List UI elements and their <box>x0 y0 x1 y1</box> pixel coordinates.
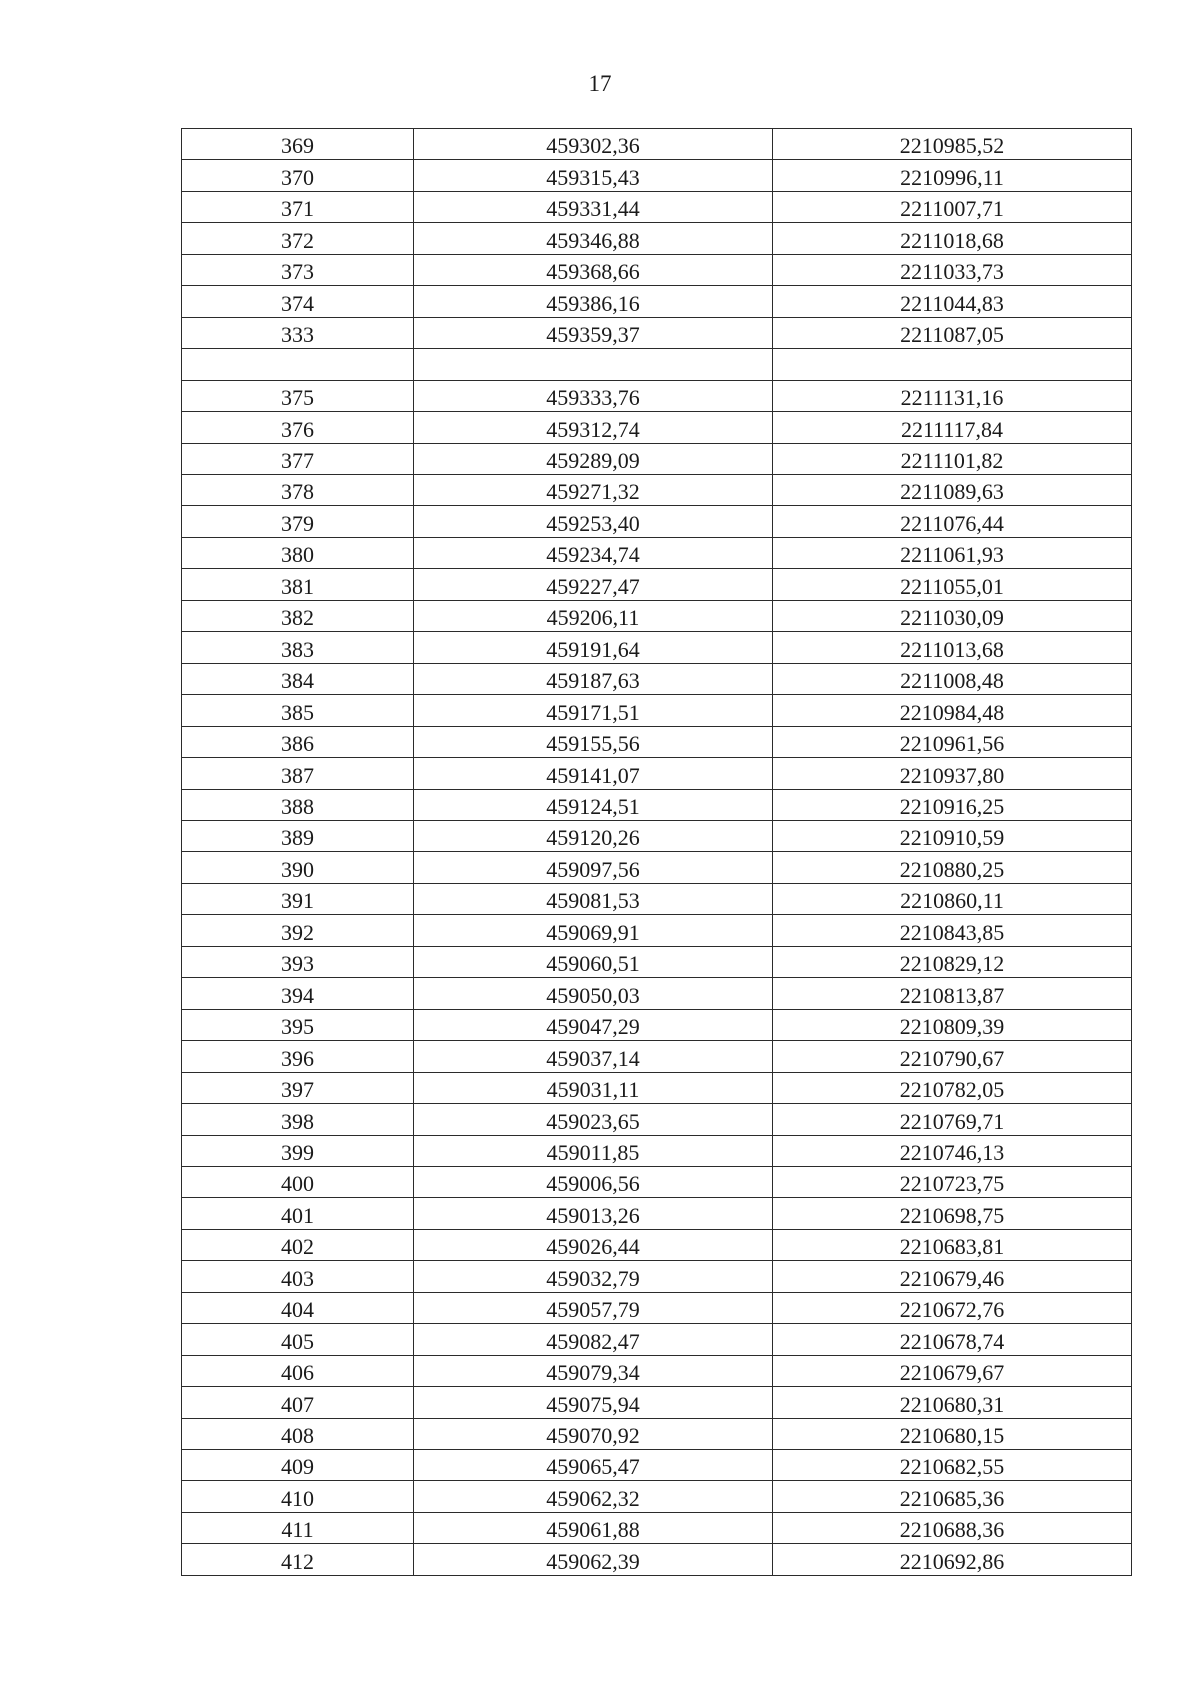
table-row <box>182 537 1132 568</box>
x-coordinate-cell: 459062,32 <box>414 1481 773 1512</box>
point-number-cell: 394 <box>182 978 414 1009</box>
table-row <box>182 1387 1132 1418</box>
point-number-cell: 403 <box>182 1261 414 1292</box>
y-coordinate-cell: 2211117,84 <box>773 412 1132 443</box>
point-number-cell: 399 <box>182 1135 414 1166</box>
y-coordinate-cell: 2211044,83 <box>773 286 1132 317</box>
point-number-cell: 408 <box>182 1418 414 1449</box>
table-row <box>182 223 1132 254</box>
y-coordinate-cell: 2210769,71 <box>773 1104 1132 1135</box>
x-coordinate-cell: 459187,63 <box>414 663 773 694</box>
y-coordinate-cell: 2210961,56 <box>773 726 1132 757</box>
y-coordinate-cell: 2211018,68 <box>773 223 1132 254</box>
table-row <box>182 1544 1132 1575</box>
table-row <box>182 600 1132 631</box>
table-row <box>182 946 1132 977</box>
point-number-cell: 390 <box>182 852 414 883</box>
point-number-cell: 377 <box>182 443 414 474</box>
x-coordinate-cell: 459206,11 <box>414 600 773 631</box>
y-coordinate-cell <box>773 349 1132 380</box>
x-coordinate-cell: 459234,74 <box>414 537 773 568</box>
y-coordinate-cell: 2210790,67 <box>773 1041 1132 1072</box>
y-coordinate-cell: 2211007,71 <box>773 191 1132 222</box>
point-number-cell: 400 <box>182 1166 414 1197</box>
x-coordinate-cell: 459037,14 <box>414 1041 773 1072</box>
point-number-cell: 401 <box>182 1198 414 1229</box>
page-number: 17 <box>588 71 612 96</box>
table-row <box>182 1009 1132 1040</box>
y-coordinate-cell: 2210680,15 <box>773 1418 1132 1449</box>
y-coordinate-cell: 2210843,85 <box>773 915 1132 946</box>
x-coordinate-cell: 459032,79 <box>414 1261 773 1292</box>
x-coordinate-cell: 459312,74 <box>414 412 773 443</box>
point-number-cell: 396 <box>182 1041 414 1072</box>
y-coordinate-cell: 2211076,44 <box>773 506 1132 537</box>
point-number-cell: 379 <box>182 506 414 537</box>
x-coordinate-cell: 459031,11 <box>414 1072 773 1103</box>
table-row <box>182 1292 1132 1323</box>
coordinates-table-body <box>182 129 1132 1576</box>
y-coordinate-cell: 2210984,48 <box>773 695 1132 726</box>
y-coordinate-cell: 2211030,09 <box>773 600 1132 631</box>
y-coordinate-cell: 2210682,55 <box>773 1450 1132 1481</box>
table-row <box>182 726 1132 757</box>
y-coordinate-cell: 2210985,52 <box>773 129 1132 160</box>
x-coordinate-cell: 459013,26 <box>414 1198 773 1229</box>
table-row <box>182 569 1132 600</box>
y-coordinate-cell: 2211061,93 <box>773 537 1132 568</box>
x-coordinate-cell: 459155,56 <box>414 726 773 757</box>
table-row <box>182 286 1132 317</box>
x-coordinate-cell: 459057,79 <box>414 1292 773 1323</box>
x-coordinate-cell: 459050,03 <box>414 978 773 1009</box>
x-coordinate-cell: 459359,37 <box>414 317 773 348</box>
point-number-cell: 378 <box>182 474 414 505</box>
point-number-cell: 371 <box>182 191 414 222</box>
point-number-cell: 384 <box>182 663 414 694</box>
table-row <box>182 349 1132 380</box>
table-row <box>182 663 1132 694</box>
x-coordinate-cell: 459079,34 <box>414 1355 773 1386</box>
x-coordinate-cell: 459386,16 <box>414 286 773 317</box>
y-coordinate-cell: 2210685,36 <box>773 1481 1132 1512</box>
table-row <box>182 978 1132 1009</box>
point-number-cell: 374 <box>182 286 414 317</box>
x-coordinate-cell: 459075,94 <box>414 1387 773 1418</box>
x-coordinate-cell: 459006,56 <box>414 1166 773 1197</box>
table-row <box>182 1450 1132 1481</box>
y-coordinate-cell: 2211087,05 <box>773 317 1132 348</box>
point-number-cell: 402 <box>182 1229 414 1260</box>
y-coordinate-cell: 2210809,39 <box>773 1009 1132 1040</box>
table-row <box>182 129 1132 160</box>
point-number-cell: 386 <box>182 726 414 757</box>
table-row <box>182 852 1132 883</box>
x-coordinate-cell: 459070,92 <box>414 1418 773 1449</box>
table-row <box>182 1229 1132 1260</box>
x-coordinate-cell: 459011,85 <box>414 1135 773 1166</box>
point-number-cell: 411 <box>182 1512 414 1543</box>
table-row <box>182 380 1132 411</box>
table-row <box>182 1135 1132 1166</box>
point-number-cell: 373 <box>182 254 414 285</box>
y-coordinate-cell: 2210813,87 <box>773 978 1132 1009</box>
point-number-cell: 388 <box>182 789 414 820</box>
point-number-cell: 383 <box>182 632 414 663</box>
x-coordinate-cell: 459120,26 <box>414 820 773 851</box>
point-number-cell: 381 <box>182 569 414 600</box>
table-row <box>182 443 1132 474</box>
y-coordinate-cell: 2210937,80 <box>773 758 1132 789</box>
point-number-cell: 392 <box>182 915 414 946</box>
x-coordinate-cell: 459062,39 <box>414 1544 773 1575</box>
table-row <box>182 1512 1132 1543</box>
x-coordinate-cell: 459333,76 <box>414 380 773 411</box>
point-number-cell: 406 <box>182 1355 414 1386</box>
table-row <box>182 1418 1132 1449</box>
coordinates-table <box>181 128 1132 1576</box>
point-number-cell: 412 <box>182 1544 414 1575</box>
table-row <box>182 1041 1132 1072</box>
y-coordinate-cell: 2211055,01 <box>773 569 1132 600</box>
y-coordinate-cell: 2211008,48 <box>773 663 1132 694</box>
point-number-cell: 333 <box>182 317 414 348</box>
point-number-cell: 407 <box>182 1387 414 1418</box>
x-coordinate-cell: 459060,51 <box>414 946 773 977</box>
table-row <box>182 820 1132 851</box>
point-number-cell: 375 <box>182 380 414 411</box>
x-coordinate-cell: 459047,29 <box>414 1009 773 1040</box>
point-number-cell: 376 <box>182 412 414 443</box>
y-coordinate-cell: 2210698,75 <box>773 1198 1132 1229</box>
point-number-cell: 404 <box>182 1292 414 1323</box>
table-row <box>182 506 1132 537</box>
point-number-cell: 410 <box>182 1481 414 1512</box>
point-number-cell: 382 <box>182 600 414 631</box>
y-coordinate-cell: 2210683,81 <box>773 1229 1132 1260</box>
table-row <box>182 160 1132 191</box>
table-row <box>182 412 1132 443</box>
point-number-cell <box>182 349 414 380</box>
table-row <box>182 474 1132 505</box>
x-coordinate-cell: 459141,07 <box>414 758 773 789</box>
x-coordinate-cell: 459191,64 <box>414 632 773 663</box>
point-number-cell: 405 <box>182 1324 414 1355</box>
table-row <box>182 1166 1132 1197</box>
x-coordinate-cell: 459346,88 <box>414 223 773 254</box>
x-coordinate-cell: 459069,91 <box>414 915 773 946</box>
point-number-cell: 387 <box>182 758 414 789</box>
table-row <box>182 1261 1132 1292</box>
y-coordinate-cell: 2210829,12 <box>773 946 1132 977</box>
y-coordinate-cell: 2211013,68 <box>773 632 1132 663</box>
y-coordinate-cell: 2211101,82 <box>773 443 1132 474</box>
y-coordinate-cell: 2210679,46 <box>773 1261 1132 1292</box>
y-coordinate-cell: 2210672,76 <box>773 1292 1132 1323</box>
x-coordinate-cell: 459082,47 <box>414 1324 773 1355</box>
x-coordinate-cell: 459026,44 <box>414 1229 773 1260</box>
point-number-cell: 369 <box>182 129 414 160</box>
x-coordinate-cell: 459065,47 <box>414 1450 773 1481</box>
y-coordinate-cell: 2210916,25 <box>773 789 1132 820</box>
table-row <box>182 695 1132 726</box>
x-coordinate-cell: 459081,53 <box>414 883 773 914</box>
x-coordinate-cell: 459227,47 <box>414 569 773 600</box>
point-number-cell: 389 <box>182 820 414 851</box>
y-coordinate-cell: 2210692,86 <box>773 1544 1132 1575</box>
table-row <box>182 758 1132 789</box>
table-row <box>182 1072 1132 1103</box>
y-coordinate-cell: 2211089,63 <box>773 474 1132 505</box>
table-row <box>182 1355 1132 1386</box>
table-row <box>182 632 1132 663</box>
point-number-cell: 370 <box>182 160 414 191</box>
table-row <box>182 254 1132 285</box>
x-coordinate-cell: 459253,40 <box>414 506 773 537</box>
table-row <box>182 191 1132 222</box>
table-row <box>182 1481 1132 1512</box>
table-row <box>182 1198 1132 1229</box>
y-coordinate-cell: 2210746,13 <box>773 1135 1132 1166</box>
y-coordinate-cell: 2210782,05 <box>773 1072 1132 1103</box>
x-coordinate-cell: 459023,65 <box>414 1104 773 1135</box>
y-coordinate-cell: 2210910,59 <box>773 820 1132 851</box>
table-row <box>182 1104 1132 1135</box>
y-coordinate-cell: 2210723,75 <box>773 1166 1132 1197</box>
x-coordinate-cell <box>414 349 773 380</box>
y-coordinate-cell: 2211131,16 <box>773 380 1132 411</box>
y-coordinate-cell: 2210880,25 <box>773 852 1132 883</box>
x-coordinate-cell: 459124,51 <box>414 789 773 820</box>
x-coordinate-cell: 459368,66 <box>414 254 773 285</box>
x-coordinate-cell: 459171,51 <box>414 695 773 726</box>
x-coordinate-cell: 459302,36 <box>414 129 773 160</box>
y-coordinate-cell: 2210996,11 <box>773 160 1132 191</box>
table-row <box>182 789 1132 820</box>
y-coordinate-cell: 2210688,36 <box>773 1512 1132 1543</box>
point-number-cell: 395 <box>182 1009 414 1040</box>
point-number-cell: 380 <box>182 537 414 568</box>
point-number-cell: 385 <box>182 695 414 726</box>
table-row <box>182 1324 1132 1355</box>
point-number-cell: 391 <box>182 883 414 914</box>
y-coordinate-cell: 2210679,67 <box>773 1355 1132 1386</box>
x-coordinate-cell: 459271,32 <box>414 474 773 505</box>
x-coordinate-cell: 459097,56 <box>414 852 773 883</box>
table-row <box>182 883 1132 914</box>
point-number-cell: 393 <box>182 946 414 977</box>
x-coordinate-cell: 459331,44 <box>414 191 773 222</box>
point-number-cell: 397 <box>182 1072 414 1103</box>
point-number-cell: 409 <box>182 1450 414 1481</box>
x-coordinate-cell: 459315,43 <box>414 160 773 191</box>
y-coordinate-cell: 2210680,31 <box>773 1387 1132 1418</box>
point-number-cell: 398 <box>182 1104 414 1135</box>
x-coordinate-cell: 459289,09 <box>414 443 773 474</box>
y-coordinate-cell: 2210860,11 <box>773 883 1132 914</box>
y-coordinate-cell: 2210678,74 <box>773 1324 1132 1355</box>
x-coordinate-cell: 459061,88 <box>414 1512 773 1543</box>
table-row <box>182 317 1132 348</box>
point-number-cell: 372 <box>182 223 414 254</box>
table-row <box>182 915 1132 946</box>
y-coordinate-cell: 2211033,73 <box>773 254 1132 285</box>
